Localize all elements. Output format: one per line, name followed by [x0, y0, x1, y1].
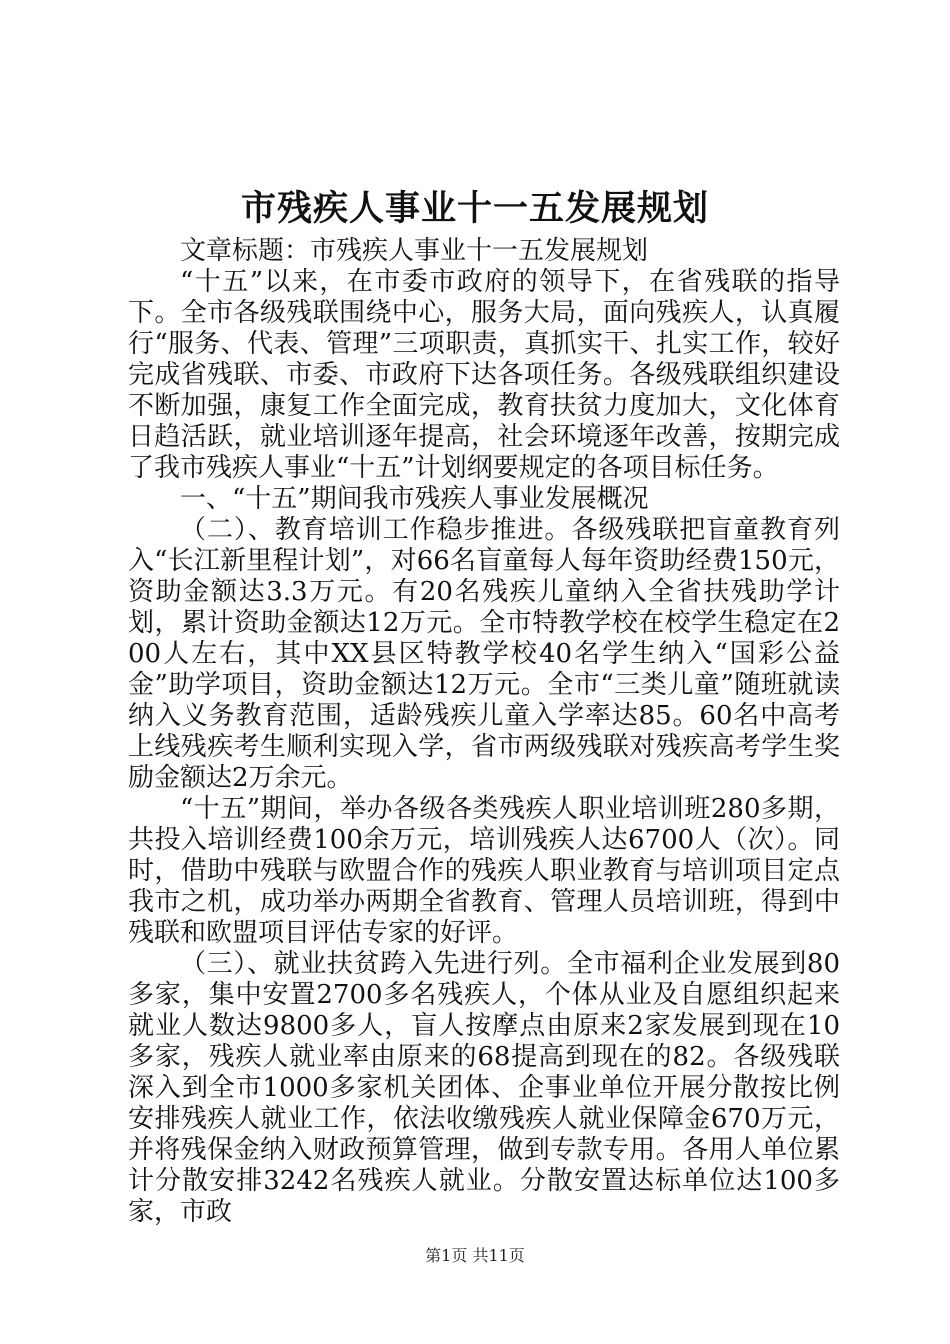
article-title-line: 文章标题：市残疾人事业十一五发展规划: [180, 236, 649, 266]
training-paragraph: “十五”期间，举办各级各类残疾人职业培训班280多期，共投入培训经费100余万元，培训残疾人达6700人（次）。同时，借助中残联与欧盟合作的残疾人职业教育与培训项目定点我市之机，成功举办两期全省教育、管理人员培训班，得到中残联和欧盟项目评估专家的好评。: [128, 794, 840, 948]
page-title: 市残疾人事业十一五发展规划: [240, 188, 709, 229]
page-footer: 第1页 共11页: [425, 1246, 525, 1265]
employment-paragraph: （三）、就业扶贫跨入先进行列。全市福利企业发展到80多家，集中安置2700多名残疾人，个体从业及自愿组织起来就业人数达9800多人，盲人按摩点由原来2家发展到现在10多家，残疾人就业率由原来的68提高到现在的82。各级残联深入到全市1000多家机关团体、企事业单位开展分散按比例安排残疾人就业工作，依法收缴残疾人就业保障金670万元，并将残保金纳入财政预算管理，做到专款专用。各用人单位累计分散安排3242名残疾人就业。分散安置达标单位达100多家，市政: [128, 949, 840, 1227]
section-heading: 一、“十五”期间我市残疾人事业发展概况: [180, 484, 649, 514]
document-body: [128, 236, 840, 1228]
education-paragraph: （二）、教育培训工作稳步推进。各级残联把盲童教育列入“长江新里程计划”，对66名盲童每人每年资助经费150元，资助金额达3.3万元。有20名残疾儿童纳入全省扶残助学计划，累计资助金额达12万元。全市特教学校在校学生稳定在200人左右，其中XX县区特教学校40名学生纳入“国彩公益金”助学项目，资助金额达12万元。全市“三类儿童”随班就读纳入义务教育范围，适龄残疾儿童入学率达85。60名中高考上线残疾考生顺利实现入学，省市两级残联对残疾高考学生奖励金额达2万余元。: [128, 515, 840, 793]
intro-paragraph: “十五”以来，在市委市政府的领导下，在省残联的指导下。全市各级残联围绕中心，服务大局，面向残疾人，认真履行“服务、代表、管理”三项职责，真抓实干、扎实工作，较好完成省残联、市委、市政府下达各项任务。各级残联组织建设不断加强，康复工作全面完成，教育扶贫力度加大，文化体育日趋活跃，就业培训逐年提高，社会环境逐年改善，按期完成了我市残疾人事业“十五”计划纲要规定的各项目标任务。: [128, 267, 840, 483]
